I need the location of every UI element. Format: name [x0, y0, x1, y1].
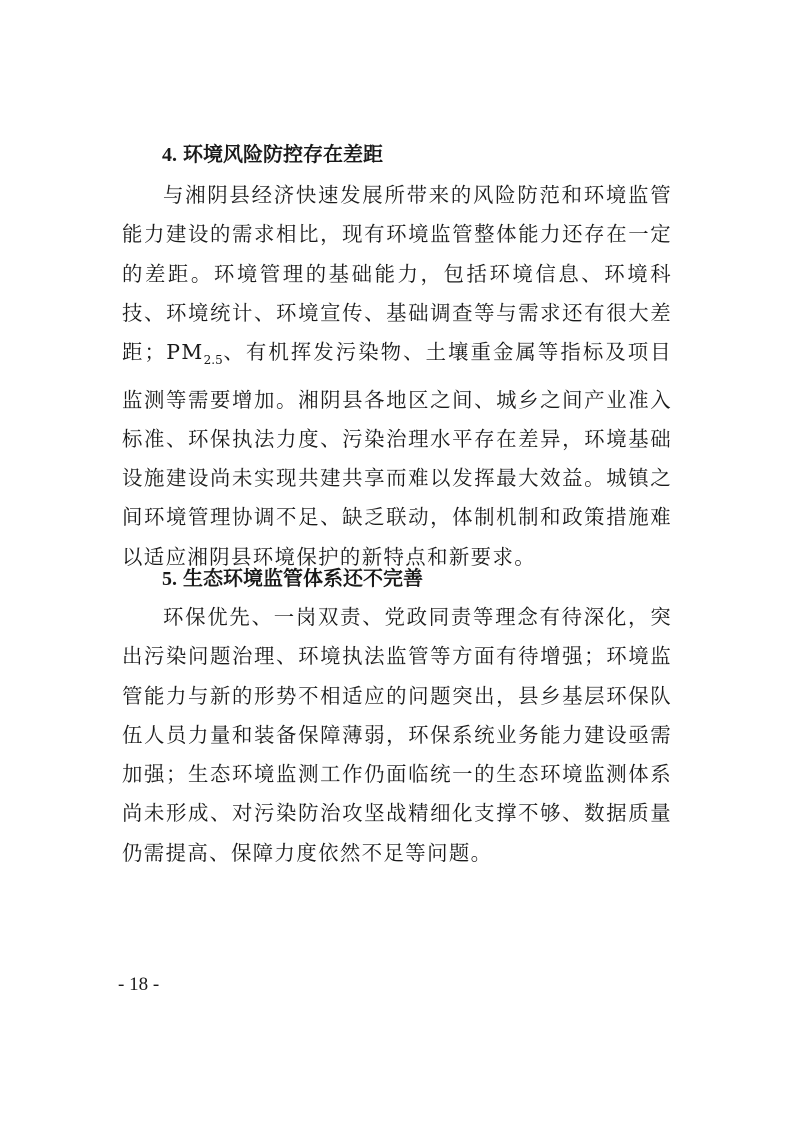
- pm25-subscript: 2.5: [203, 353, 223, 368]
- section-5-heading: [162, 566, 423, 591]
- section-4-paragraph: 与湘阴县经济快速发展所带来的风险防范和环境监管能力建设的需求相比，现有环境监管整体能力还存在一定的差距。环境管理的基础能力，包括环境信息、环境科技、环境统计、环境宣传、基础调查等与需求还有很大差距；$PM_{2.5}$、有机挥发污染物、土壤重金属等指标及项目监测等需要增加。湘阴县各地区之间、城乡之间产业准入标准、环保执法力度、污染治理水平存在差异，环境基础设施建设尚未实现共建共享而难以发挥最大效益。城镇之间环境管理协调不足、缺乏联动，体制机制和政策措施难以适应湘阴县环境保护的新特点和新要求。: [122, 183, 672, 569]
- section-5-paragraph: 环保优先、一岗双责、党政同责等理念有待深化，突出污染问题治理、环境执法监管等方面有待增强；环境监管能力与新的形势不相适应的问题突出，县乡基层环保队伍人员力量和装备保障薄弱，环保系统业务能力建设亟需加强；生态环境监测工作仍面临统一的生态环境监测体系尚未形成、对污染防治攻坚战精细化支撑不够、数据质量仍需提高、保障力度依然不足等问题。: [122, 605, 672, 865]
- section-4-title: 环境风险防控存在差距: [183, 142, 383, 166]
- page-number: - 18 -: [118, 974, 160, 995]
- section-5-number: 5.: [162, 568, 177, 590]
- section-5-title: 生态环境监管体系还不完善: [183, 566, 423, 590]
- section-4-number: 4.: [162, 144, 177, 166]
- section-4-heading: [162, 142, 383, 167]
